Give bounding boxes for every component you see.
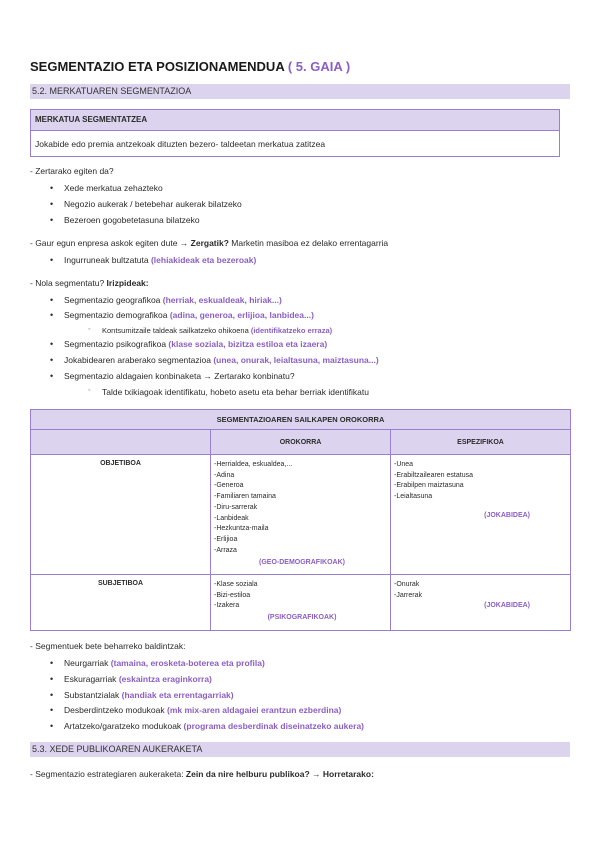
- list-item: [64, 339, 327, 349]
- cell-tag: (JOKABIDEA): [484, 602, 530, 610]
- section-heading-5-2: 5.2. MERKATUAREN SEGMENTAZIOA: [30, 84, 570, 99]
- sub-list-item: ◦ Talde txikiagoak identifikatu, hobeto asetu eta behar berriak identifikatu: [102, 387, 369, 397]
- cell-line: -Klase soziala: [214, 581, 258, 588]
- list-item: • Negozio aukerak / betebehar aukerak bilatzeko: [64, 199, 242, 209]
- cell-tag: (JOKABIDEA): [484, 511, 530, 519]
- question-why: - Zertarako egiten da?: [30, 166, 114, 176]
- list-item: [64, 721, 364, 731]
- text-segment: - Nola segmentatu?: [30, 278, 107, 288]
- item-text: Jokabidearen araberako segmentazioa: [64, 355, 214, 365]
- item-highlight: (klase soziala, bizitza estiloa eta izaera): [168, 339, 328, 349]
- item-text: Kontsumitzaile taldeak sailkatzeko ohikoena: [102, 326, 251, 335]
- cell-line: -Familiaren tamaina: [214, 493, 276, 501]
- cell-line: -Unea: [394, 461, 414, 468]
- table-cell: [211, 455, 391, 575]
- item-highlight: (identifikatzeko erraza): [250, 326, 333, 335]
- list-item: • Segmentazio aldagaien konbinaketa → Zertarako konbinatu?: [64, 371, 295, 381]
- cell-line: -Jarrerak: [394, 591, 423, 599]
- text-segment: Marketin masiboa ez delako errentagarria: [228, 238, 389, 248]
- table-title: SEGMENTAZIOAREN SAILKAPEN OROKORRA: [31, 410, 571, 430]
- list-item: [64, 255, 256, 265]
- cell-line: -Herrialdea, eskualdea,...: [214, 461, 293, 468]
- list-item: [64, 658, 265, 668]
- item-highlight: (herriak, eskualdeak, hiriak...): [162, 295, 282, 305]
- item-text: Eskuragarriak: [64, 674, 119, 684]
- definition-heading: MERKATUA SEGMENTATZEA: [31, 110, 559, 131]
- cell-line: -Lanbideak: [214, 514, 249, 522]
- question-today: [30, 238, 388, 248]
- row-header-objetiboa: OBJETIBOA: [31, 455, 211, 575]
- cell-line: -Izakera: [214, 602, 240, 610]
- item-text: Neurgarriak: [64, 658, 111, 668]
- item-text: Substantzialak: [64, 690, 122, 700]
- bold-segment: Zergatik?: [190, 238, 229, 248]
- segmentation-table: [30, 409, 571, 631]
- section-heading-5-3: 5.3. XEDE PUBLIKOAREN AUKERAKETA: [30, 742, 570, 757]
- cell-line: -Arraza: [214, 546, 237, 554]
- cell-tag: (PSIKOGRAFIKOAK): [267, 614, 337, 622]
- cell-line: -Adina: [214, 471, 235, 479]
- column-header-espezifikoa: ESPEZIFIKOA: [391, 430, 571, 455]
- item-highlight: (unea, onurak, leialtasuna, maiztasuna...): [213, 355, 379, 365]
- cell-line: -Erabilpen maiztasuna: [394, 482, 464, 490]
- page-title: [30, 59, 350, 74]
- item-highlight: (eskaintza eraginkorra): [118, 674, 212, 684]
- item-text: Segmentazio psikografikoa: [64, 339, 169, 349]
- sub-list-item: [102, 326, 332, 335]
- cell-line: -Hezkuntza-maila: [214, 525, 269, 533]
- item-highlight: (programa desberdinak diseinatzeko aukera): [183, 721, 364, 731]
- cell-line: -Leialtasuna: [394, 493, 433, 501]
- cell-line: -Bizi-estiloa: [214, 591, 251, 599]
- column-header-orokorra: OROKORRA: [211, 430, 391, 455]
- definition-body: Jokabide edo premia antzekoak dituzten bezero- taldeetan merkatua zatitzea: [35, 139, 326, 149]
- list-item: [64, 705, 341, 715]
- list-item: [64, 690, 234, 700]
- cell-line: -Generoa: [214, 482, 244, 490]
- list-item: [64, 295, 282, 305]
- item-highlight: (adina, generoa, erlijioa, lanbidea...): [169, 310, 314, 320]
- cell-line: -Erabiltzailearen estatusa: [394, 471, 473, 479]
- item-text: Ingurruneak bultzatuta: [64, 255, 151, 265]
- cell-tag: (GEO-DEMOGRAFIKOAK): [259, 559, 345, 567]
- cell-line: -Onurak: [394, 581, 420, 588]
- list-item: [64, 310, 314, 320]
- table-cell: [391, 455, 571, 575]
- cell-line: -Diru-sarrerak: [214, 503, 258, 511]
- bold-segment: Zein da nire helburu publikoa? → Horretarako:: [185, 769, 374, 779]
- item-text: Segmentazio geografikoa: [64, 295, 163, 305]
- list-item: [64, 355, 379, 365]
- title-accent: ( 5. GAIA ): [287, 59, 351, 74]
- text-segment: - Segmentazio estrategiaren aukeraketa:: [30, 769, 186, 779]
- question-how: [30, 278, 149, 288]
- item-text: Segmentazio demografikoa: [64, 310, 170, 320]
- bold-segment: Irizpideak:: [106, 278, 149, 288]
- table-cell: [391, 575, 571, 631]
- list-item: • Xede merkatua zehazteko: [64, 183, 163, 193]
- strategy-line: [30, 769, 374, 779]
- question-conditions: - Segmentuek bete beharreko baldintzak:: [30, 641, 186, 651]
- cell-line: -Erlijioa: [214, 535, 238, 543]
- table-cell: [211, 575, 391, 631]
- item-highlight: (tamaina, erosketa-boterea eta profila): [110, 658, 265, 668]
- item-highlight: (mk mix-aren aldagaiei erantzun ezberdina): [167, 705, 342, 715]
- row-header-subjetiboa: SUBJETIBOA: [31, 575, 211, 631]
- list-item: [64, 674, 212, 684]
- table-corner: [31, 430, 211, 455]
- item-highlight: (handiak eta errentagarriak): [121, 690, 234, 700]
- list-item: • Bezeroen gogobetetasuna bilatzeko: [64, 215, 200, 225]
- item-highlight: (lehiakideak eta bezeroak): [150, 255, 257, 265]
- text-segment: - Gaur egun enpresa askok egiten dute →: [30, 238, 191, 248]
- definition-box: [30, 109, 560, 157]
- title-main: SEGMENTAZIO ETA POSIZIONAMENDUA: [30, 59, 285, 74]
- item-text: Artatzeko/garatzeko modukoak: [64, 721, 184, 731]
- item-text: Desberdintzeko modukoak: [64, 705, 168, 715]
